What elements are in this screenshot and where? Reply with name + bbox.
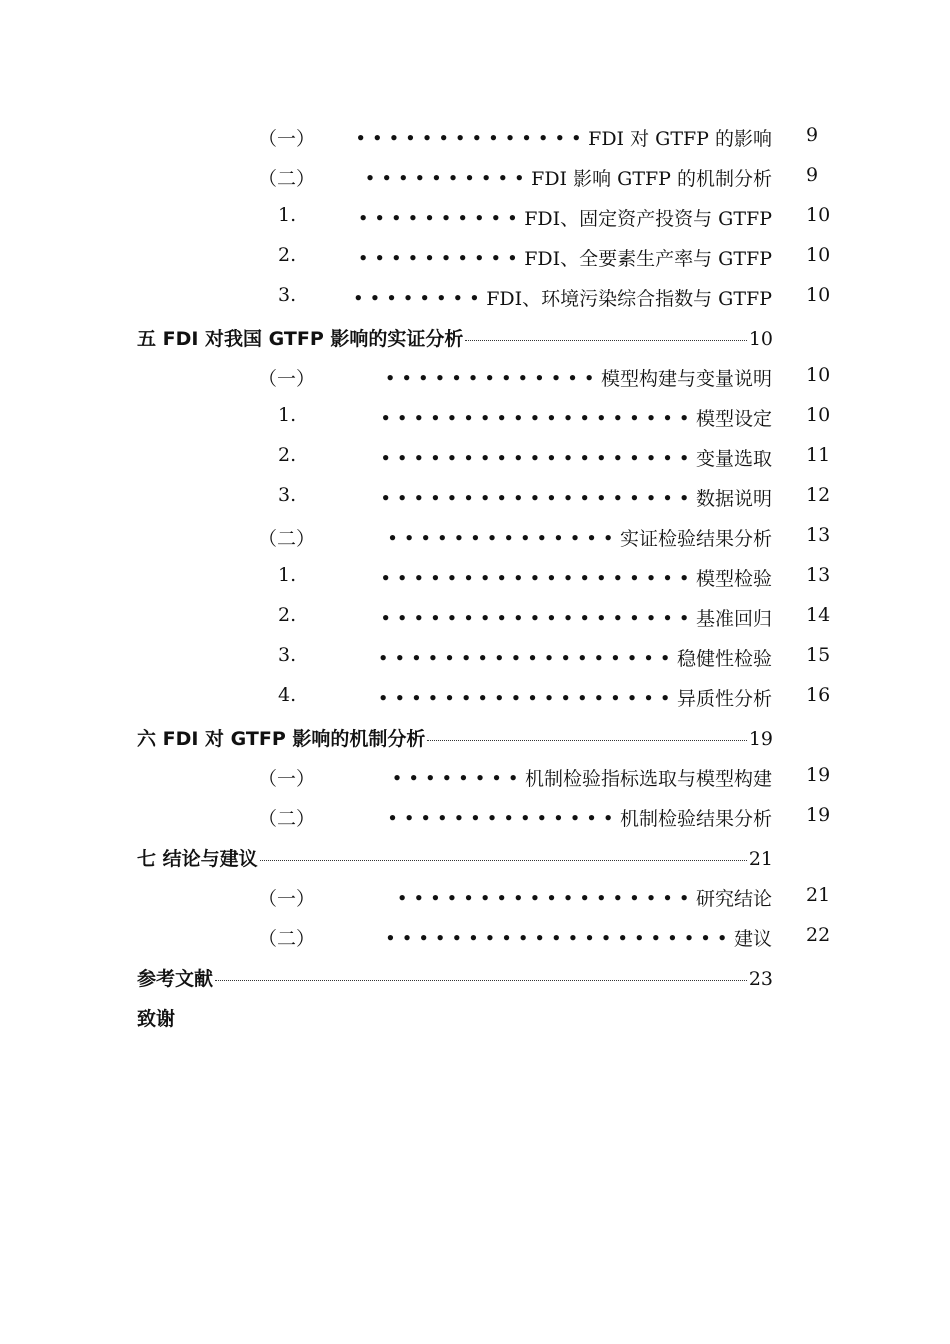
toc-entry-body [385,364,772,391]
toc-entry-prefix: （二） [258,168,316,190]
toc-page-number: 13 [806,524,831,546]
toc-leader: •••••••• [392,768,525,787]
toc-entry-prefix: 3. [278,484,297,506]
toc-entry-title: 基准回归 [695,608,772,630]
toc-page-number: 9 [806,124,819,146]
toc-page-number: 11 [806,444,831,466]
toc-entry[interactable] [0,596,950,636]
toc-leader: ••••••••••••••••••• [380,488,696,507]
toc-entry[interactable] [0,436,950,476]
toc-entry-prefix: （一） [258,888,316,910]
toc-entry-body [358,244,772,271]
toc-leader: •••••••••••••• [387,808,620,827]
toc-entry-prefix: 1. [278,404,297,426]
toc-entry-title: 实证检验结果分析 [619,528,772,550]
toc-entry-prefix: （一） [258,128,316,150]
toc-leader: •••••••••••••• [387,528,620,547]
toc-entry-body [378,644,772,671]
toc-entry-body [381,484,772,511]
toc-entry-prefix: （二） [258,808,316,830]
toc-chapter-title: 参考文献 [137,968,214,990]
toc-page-number: 10 [748,328,773,350]
toc-entry[interactable] [0,676,950,716]
toc-entry-body [365,164,772,191]
toc-leader: ••••••••••••••••••• [380,608,696,627]
toc-entry-title: 数据说明 [695,488,772,510]
toc-chapter-body [137,724,773,751]
table-of-contents [0,116,950,1036]
toc-page-number: 14 [806,604,831,626]
toc-chapter[interactable] [0,836,950,876]
toc-page-number: 10 [806,404,831,426]
toc-page-number: 12 [806,484,831,506]
toc-entry[interactable] [0,236,950,276]
toc-entry-body [354,284,772,311]
toc-dotted-leader [260,860,747,861]
toc-entry-prefix: （一） [258,768,316,790]
toc-page-number: 13 [806,564,831,586]
toc-entry[interactable] [0,116,950,156]
toc-dotted-leader [215,980,747,981]
toc-entry-prefix: 2. [278,604,297,626]
toc-entry-prefix: （一） [258,368,316,390]
toc-page-number: 10 [806,284,831,306]
toc-entry[interactable] [0,916,950,956]
toc-chapter-body [137,324,773,351]
toc-leader: ••••••••••••••••••• [380,568,696,587]
toc-entry-prefix: 4. [278,684,297,706]
toc-dotted-leader [465,340,746,341]
toc-entry[interactable] [0,276,950,316]
toc-leader: ••••••••••••••••••••• [385,928,734,947]
toc-entry[interactable] [0,196,950,236]
toc-entry-title: FDI 对 GTFP 的影响 [588,128,772,150]
toc-leader: •••••••••••••• [355,128,589,147]
toc-entry-body [356,124,772,151]
toc-leader: •••••••••• [358,248,525,267]
toc-chapter[interactable] [0,316,950,356]
toc-entry-body [381,404,772,431]
toc-leader: •••••••••• [358,208,525,227]
toc-entry-title: FDI、环境污染综合指数与 GTFP [486,288,772,310]
toc-chapter[interactable] [0,996,950,1036]
toc-entry-body [381,444,772,471]
toc-page-number: 19 [748,728,773,750]
toc-entry-prefix: 1. [278,564,297,586]
toc-page-number: 15 [806,644,831,666]
toc-entry-prefix: （二） [258,928,316,950]
toc-page-number: 19 [806,804,831,826]
toc-entry-title: 研究结论 [695,888,772,910]
toc-chapter-title: 致谢 [137,1008,176,1030]
toc-entry-title: 机制检验指标选取与模型构建 [524,768,772,790]
toc-leader: •••••••••• [365,168,532,187]
toc-chapter[interactable] [0,716,950,756]
toc-entry-body [381,604,772,631]
toc-page-number: 10 [806,244,831,266]
toc-chapter-title: 五 FDI 对我国 GTFP 影响的实证分析 [137,328,464,350]
toc-entry-title: FDI、固定资产投资与 GTFP [524,208,772,230]
toc-entry-prefix: 3. [278,284,297,306]
toc-leader: ••••••••••••• [385,368,601,387]
toc-entry-body [392,764,772,791]
toc-page-number: 21 [806,884,831,906]
toc-entry[interactable] [0,756,950,796]
toc-leader: ••••••••••••••••••• [380,408,696,427]
toc-entry-prefix: 2. [278,444,297,466]
toc-entry-title: 变量选取 [695,448,772,470]
toc-leader: ••••••••••••••••••• [380,448,696,467]
toc-leader: •••••••••••••••••• [378,688,677,707]
toc-entry-body [378,684,772,711]
toc-entry-prefix: （二） [258,528,316,550]
toc-entry-title: 稳健性检验 [676,648,772,670]
toc-entry-title: FDI、全要素生产率与 GTFP [524,248,772,270]
toc-entry[interactable] [0,876,950,916]
toc-entry[interactable] [0,356,950,396]
toc-entry[interactable] [0,516,950,556]
toc-page-number: 10 [806,364,831,386]
toc-entry-prefix: 3. [278,644,297,666]
toc-dotted-leader [427,740,746,741]
toc-entry-title: 模型构建与变量说明 [600,368,772,390]
toc-entry-title: 异质性分析 [676,688,772,710]
toc-page-number: 19 [806,764,831,786]
toc-entry-title: 模型设定 [695,408,772,430]
toc-leader: •••••••••••••••••• [378,648,677,667]
toc-entry-title: FDI 影响 GTFP 的机制分析 [531,168,772,190]
toc-chapter[interactable] [0,956,950,996]
toc-entry[interactable] [0,396,950,436]
toc-entry-body [381,564,772,591]
toc-entry-prefix: 2. [278,244,297,266]
toc-entry[interactable] [0,556,950,596]
toc-entry-body [397,884,772,911]
toc-page-number: 10 [806,204,831,226]
toc-chapter-title: 六 FDI 对 GTFP 影响的机制分析 [137,728,426,750]
toc-entry[interactable] [0,796,950,836]
toc-page-number: 9 [806,164,819,186]
toc-entry[interactable] [0,476,950,516]
toc-entry-prefix: 1. [278,204,297,226]
toc-entry-body [386,924,772,951]
toc-entry-body [388,524,772,551]
toc-entry[interactable] [0,636,950,676]
toc-chapter-body [137,964,773,991]
toc-page-number: 23 [748,968,773,990]
toc-leader: •••••••• [353,288,487,307]
toc-page-number: 22 [806,924,831,946]
toc-entry-title: 建议 [733,928,772,950]
toc-chapter-body [137,1004,773,1031]
toc-entry[interactable] [0,156,950,196]
toc-chapter-title: 七 结论与建议 [137,848,258,870]
toc-page-number: 21 [748,848,773,870]
toc-entry-title: 模型检验 [695,568,772,590]
toc-entry-title: 机制检验结果分析 [619,808,772,830]
toc-chapter-body [137,844,773,871]
toc-page-number: 16 [806,684,831,706]
toc-entry-body [358,204,772,231]
toc-leader: •••••••••••••••••• [397,888,696,907]
toc-entry-body [388,804,772,831]
